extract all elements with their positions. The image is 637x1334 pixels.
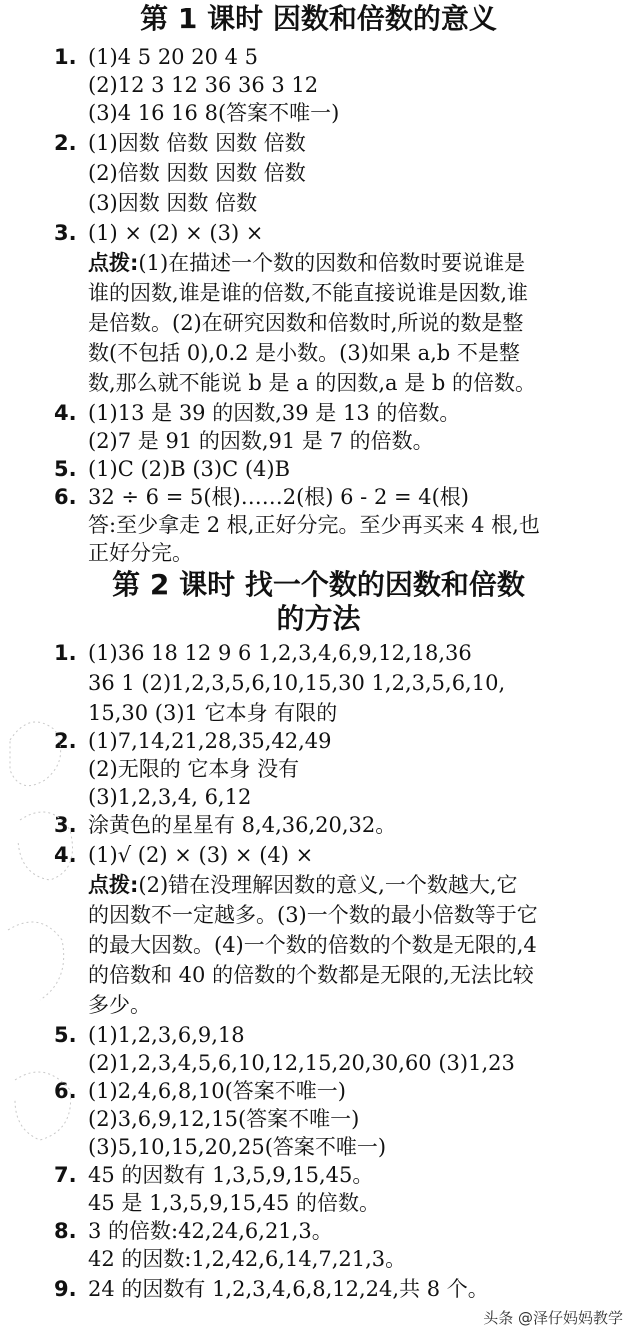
q1-line-3: (3)4 16 16 8(答案不唯一) bbox=[88, 101, 340, 125]
answer-text: (1)36 18 12 9 6 1,2,3,4,6,9,12,18,36 bbox=[88, 641, 472, 665]
s2-q8-line-2: 42 的因数:1,2,42,6,14,7,21,3。 bbox=[88, 1247, 407, 1271]
tip-text: (1)在描述一个数的因数和倍数时要说谁是 bbox=[138, 251, 526, 275]
q1-line-1 bbox=[54, 44, 258, 70]
answer-text: (1)因数 倍数 因数 倍数 bbox=[88, 131, 306, 155]
answer-text: (1)13 是 39 的因数,39 是 13 的倍数。 bbox=[88, 401, 461, 425]
s2-q9-line bbox=[54, 1276, 489, 1302]
question-number: 6. bbox=[54, 485, 77, 509]
q4-line-1 bbox=[54, 400, 460, 426]
answer-text: 32 ÷ 6 = 5(根)……2(根) 6 - 2 = 4(根) bbox=[88, 485, 470, 509]
q5-line bbox=[54, 456, 290, 482]
question-number: 1. bbox=[54, 45, 77, 69]
q3-tip-line-2: 谁的因数,谁是谁的倍数,不能直接说谁是因数,谁 bbox=[88, 281, 529, 305]
answer-text: 3 的倍数:42,24,6,21,3。 bbox=[88, 1219, 333, 1243]
s2-q4-tip-line-1 bbox=[88, 872, 518, 898]
q2-line-1 bbox=[54, 130, 306, 156]
question-number: 7. bbox=[54, 1163, 77, 1187]
question-number: 1. bbox=[54, 641, 77, 665]
s2-q1-line-3: 15,30 (3)1 它本身 有限的 bbox=[88, 701, 338, 725]
q1-line-2: (2)12 3 12 36 36 3 12 bbox=[88, 73, 319, 97]
question-number: 3. bbox=[54, 221, 77, 245]
s2-q2-line-1 bbox=[54, 728, 332, 754]
question-number: 5. bbox=[54, 457, 77, 481]
s2-q3-line bbox=[54, 812, 396, 838]
answer-text: (1)2,4,6,8,10(答案不唯一) bbox=[88, 1079, 346, 1103]
s2-q6-line-2: (2)3,6,9,12,15(答案不唯一) bbox=[88, 1107, 360, 1131]
s2-q1-line-1 bbox=[54, 640, 472, 666]
margin-doodle-illustration bbox=[0, 700, 90, 1300]
question-number: 8. bbox=[54, 1219, 77, 1243]
answer-text: (1)C (2)B (3)C (4)B bbox=[88, 457, 291, 481]
watermark-text: 头条 @泽仔妈妈教学 bbox=[483, 1309, 623, 1327]
q3-line bbox=[54, 220, 263, 246]
s2-q2-line-3: (3)1,2,3,4, 6,12 bbox=[88, 785, 252, 809]
answer-text: (1) × (2) × (3) × bbox=[88, 221, 264, 245]
question-number: 4. bbox=[54, 401, 77, 425]
question-number: 2. bbox=[54, 131, 77, 155]
tip-label: 点拨: bbox=[88, 251, 139, 275]
q3-tip-line-4: 数(不包括 0),0.2 是小数。(3)如果 a,b 不是整 bbox=[88, 341, 520, 365]
s2-q6-line-1 bbox=[54, 1078, 346, 1104]
s2-q1-line-2: 36 1 (2)1,2,3,5,6,10,15,30 1,2,3,5,6,10, bbox=[88, 671, 506, 695]
s2-q6-line-3: (3)5,10,15,20,25(答案不唯一) bbox=[88, 1135, 387, 1159]
q2-line-2: (2)倍数 因数 因数 倍数 bbox=[88, 161, 306, 185]
answer-text: (1)1,2,3,6,9,18 bbox=[88, 1023, 245, 1047]
question-number: 3. bbox=[54, 813, 77, 837]
question-number: 6. bbox=[54, 1079, 77, 1103]
question-number: 4. bbox=[54, 843, 77, 867]
q6-answer-line-2: 正好分完。 bbox=[88, 541, 193, 565]
s2-q5-line-2: (2)1,2,3,4,5,6,10,12,15,20,30,60 (3)1,23 bbox=[88, 1051, 515, 1075]
s2-q2-line-2: (2)无限的 它本身 没有 bbox=[88, 757, 300, 781]
answer-text: 45 的因数有 1,3,5,9,15,45。 bbox=[88, 1163, 374, 1187]
answer-text: (1)7,14,21,28,35,42,49 bbox=[88, 729, 332, 753]
tip-label: 点拨: bbox=[88, 873, 139, 897]
s2-q4-tip-line-5: 多少。 bbox=[88, 993, 151, 1017]
q3-tip-line-3: 是倍数。(2)在研究因数和倍数时,所说的数是整 bbox=[88, 311, 524, 335]
section2-title-line-2: 的方法 bbox=[276, 602, 361, 635]
question-number: 5. bbox=[54, 1023, 77, 1047]
q6-answer-line-1: 答:至少拿走 2 根,正好分完。至少再买来 4 根,也 bbox=[88, 513, 540, 537]
s2-q4-tip-line-3: 的最大因数。(4)一个数的倍数的个数是无限的,4 bbox=[88, 933, 537, 957]
answer-text: 涂黄色的星星有 8,4,36,20,32。 bbox=[88, 813, 397, 837]
question-number: 2. bbox=[54, 729, 77, 753]
s2-q7-line-2: 45 是 1,3,5,9,15,45 的倍数。 bbox=[88, 1191, 381, 1215]
s2-q8-line-1 bbox=[54, 1218, 333, 1244]
q3-tip-line-1 bbox=[88, 250, 525, 276]
section2-title-line-1: 第 2 课时 找一个数的因数和倍数 bbox=[112, 568, 525, 601]
answer-text: 24 的因数有 1,2,3,4,6,8,12,24,共 8 个。 bbox=[88, 1277, 489, 1301]
s2-q4-line bbox=[54, 842, 313, 868]
s2-q4-tip-line-2: 的因数不一定越多。(3)一个数的最小倍数等于它 bbox=[88, 903, 538, 927]
question-number: 9. bbox=[54, 1277, 77, 1301]
q2-line-3: (3)因数 因数 倍数 bbox=[88, 191, 258, 215]
section1-title: 第 1 课时 因数和倍数的意义 bbox=[140, 2, 497, 35]
q4-line-2: (2)7 是 91 的因数,91 是 7 的倍数。 bbox=[88, 429, 434, 453]
answer-text: (1)4 5 20 20 4 5 bbox=[88, 45, 259, 69]
s2-q4-tip-line-4: 的倍数和 40 的倍数的个数都是无限的,无法比较 bbox=[88, 963, 534, 987]
q3-tip-line-5: 数,那么就不能说 b 是 a 的因数,a 是 b 的倍数。 bbox=[88, 371, 537, 395]
tip-text: (2)错在没理解因数的意义,一个数越大,它 bbox=[138, 873, 518, 897]
answer-text: (1)√ (2) × (3) × (4) × bbox=[88, 843, 314, 867]
q6-line bbox=[54, 484, 469, 510]
s2-q7-line-1 bbox=[54, 1162, 373, 1188]
